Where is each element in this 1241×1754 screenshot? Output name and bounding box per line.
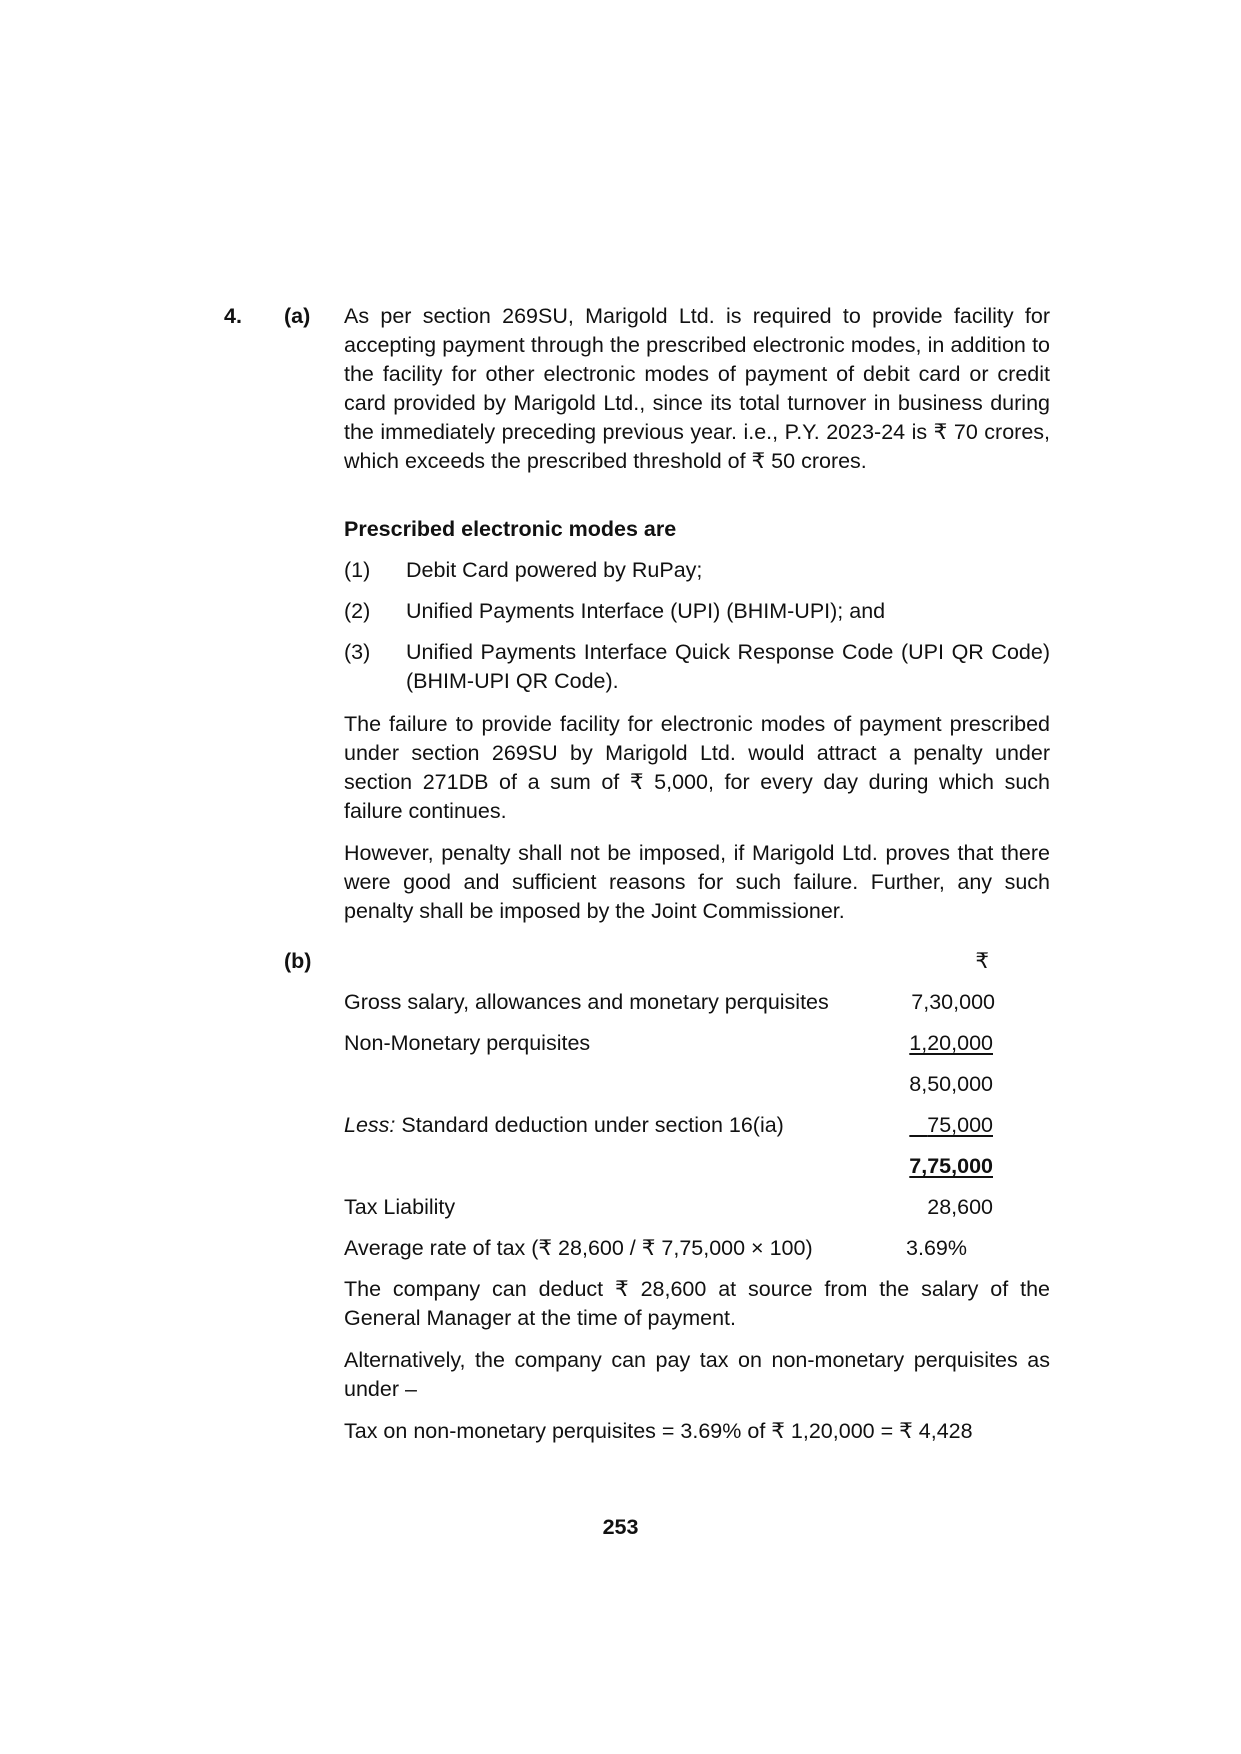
row-amount: 28,600 (927, 1195, 993, 1219)
list-item (344, 638, 1050, 696)
alternative-paragraph: Alternatively, the company can pay tax on non-monetary perquisites as under – (344, 1348, 1050, 1401)
row-description (344, 1111, 784, 1140)
penalty-paragraph: The failure to provide facility for electronic modes of payment prescribed under section 269SU by Marigold Ltd. would attract a penalty under section 271DB of a sum of ₹ 5,000, for every day during which such failure continues. (344, 712, 1050, 823)
row-amount: 1,20,000 (909, 1031, 993, 1055)
row-description: Tax Liability (344, 1195, 456, 1219)
currency-header: ₹ (975, 949, 989, 973)
question-number: 4. (224, 304, 242, 328)
list-item-text: Unified Payments Interface Quick Response Code (UPI QR Code) (BHIM-UPI QR Code). (406, 640, 1050, 693)
row-description: Non-Monetary perquisites (344, 1031, 591, 1055)
part-a-intro: As per section 269SU, Marigold Ltd. is required to provide facility for accepting payment through the prescribed electronic modes, in addition to the facility for other electronic modes of payment of debit card or credit card provided by Marigold Ltd., since its total turnover in business during the immediately preceding previous year. i.e., P.Y. 2023-24 is ₹ 70 crores, which exceeds the prescribed threshold of ₹ 50 crores. (344, 304, 1050, 473)
deduct-paragraph: The company can deduct ₹ 28,600 at source from the salary of the General Manager at the time of payment. (344, 1277, 1050, 1330)
row-amount: 75,000 (927, 1113, 993, 1137)
part-a-label: (a) (284, 304, 311, 328)
list-item-text: Debit Card powered by RuPay; (406, 558, 703, 582)
list-item (344, 597, 1050, 626)
page-number: 253 (602, 1515, 639, 1539)
row-amount: 3.69% (906, 1236, 967, 1260)
list-item-number: (2) (344, 599, 371, 623)
row-amount: 7,30,000 (911, 990, 995, 1014)
part-b-label: (b) (284, 949, 312, 973)
list-item-text: Unified Payments Interface (UPI) (BHIM-UPI); and (406, 599, 886, 623)
tax-nonmonetary-line: Tax on non-monetary perquisites = 3.69% of ₹ 1,20,000 = ₹ 4,428 (344, 1419, 973, 1443)
row-amount: 7,75,000 (909, 1154, 993, 1178)
row-description: Gross salary, allowances and monetary perquisites (344, 990, 829, 1014)
modes-heading: Prescribed electronic modes are (344, 517, 677, 541)
less-prefix: Less: (344, 1113, 396, 1137)
row-description: Average rate of tax (₹ 28,600 / ₹ 7,75,000 × 100) (344, 1236, 813, 1260)
list-item-number: (3) (344, 640, 371, 664)
row-amount: 8,50,000 (909, 1072, 993, 1096)
row-description-text: Standard deduction under section 16(ia) (395, 1113, 784, 1137)
exception-paragraph: However, penalty shall not be imposed, if Marigold Ltd. proves that there were good and sufficient reasons for such failure. Further, any such penalty shall be imposed by the Joint Commissioner. (344, 841, 1050, 923)
list-item-number: (1) (344, 558, 371, 582)
list-item (344, 556, 1050, 585)
